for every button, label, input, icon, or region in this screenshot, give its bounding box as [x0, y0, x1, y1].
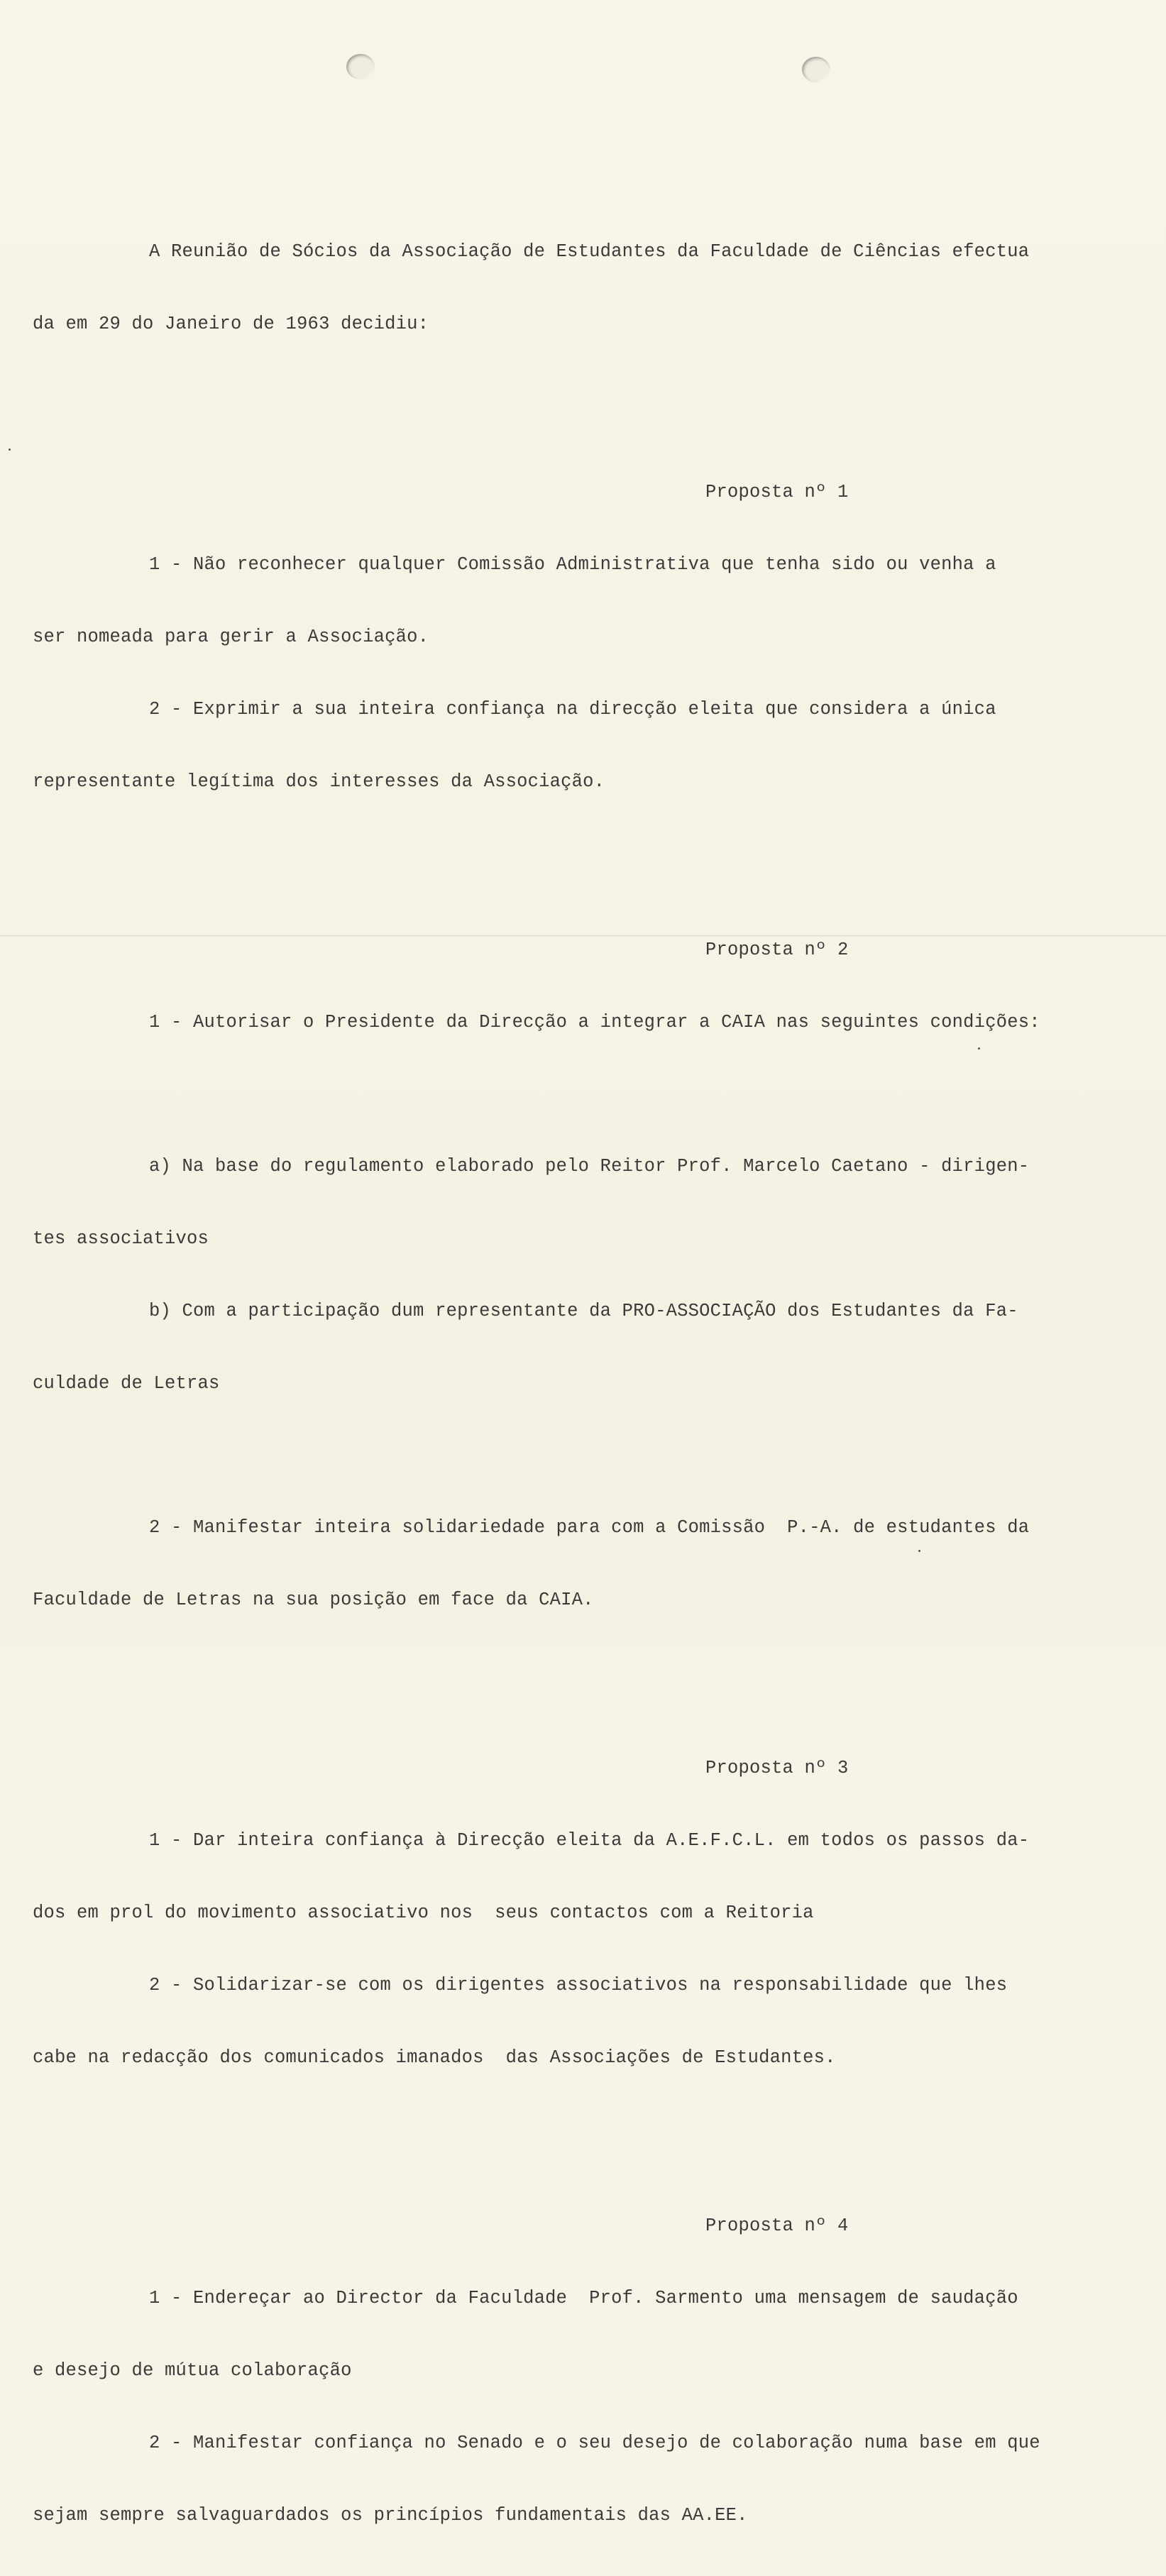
proposta-line: Faculdade de Letras na sua posição em face da CAIA.: [33, 1590, 594, 1610]
proposta-line: sejam sempre salvaguardados os princípios fundamentais das AA.EE.: [33, 2505, 748, 2526]
proposta-line: cabe na redacção dos comunicados imanados das Associações de Estudantes.: [33, 2047, 836, 2068]
proposta-heading: Proposta nº 2: [705, 940, 849, 960]
proposta-line: ser nomeada para gerir a Associação.: [33, 627, 429, 647]
document-body: [33, 192, 1118, 2576]
proposta-line: 1 - Não reconhecer qualquer Comissão Administrativa que tenha sido ou venha a: [149, 554, 996, 575]
proposta-line: e desejo de mútua colaboração: [33, 2360, 352, 2381]
spacer: [33, 866, 1118, 890]
spacer: [33, 2142, 1118, 2166]
proposta-line: 2 - Solidarizar-se com os dirigentes associativos na responsabilidade que lhes: [149, 1975, 1008, 1996]
spacer: [33, 1685, 1118, 1708]
proposta-line: tes associativos: [33, 1228, 209, 1249]
proposta-line: 2 - Manifestar confiança no Senado e o seu desejo de colaboração numa base em que: [149, 2433, 1040, 2453]
proposta-line: 1 - Autorisar o Presidente da Direcção a integrar a CAIA nas seguintes condições:: [149, 1012, 1040, 1033]
punch-hole-right: [802, 57, 830, 82]
proposta-heading: Proposta nº 4: [705, 2216, 849, 2236]
proposta-line: representante legítima dos interesses da Associação.: [33, 771, 605, 792]
proposta-line: 1 - Dar inteira confiança à Direcção eleita da A.E.F.C.L. em todos os passos da-: [149, 1830, 1030, 1851]
paper-speck: [9, 448, 11, 451]
proposta-line: a) Na base do regulamento elaborado pelo Reitor Prof. Marcelo Caetano - dirigen-: [149, 1156, 1030, 1177]
proposta-line: culdade de Letras: [33, 1373, 220, 1394]
spacer: [33, 409, 1118, 432]
proposta-heading: Proposta nº 3: [705, 1758, 849, 1778]
proposta-line: 1 - Endereçar ao Director da Faculdade Prof. Sarmento uma mensagem de saudação: [149, 2288, 1018, 2308]
intro-line: A Reunião de Sócios da Associação de Estudantes da Faculdade de Ciências efectua: [149, 241, 1030, 262]
proposta-heading: Proposta nº 1: [705, 482, 849, 502]
proposta-line: b) Com a participação dum representante da PRO-ASSOCIAÇÃO dos Estudantes da Fa-: [149, 1301, 1018, 1321]
proposta-line: 2 - Exprimir a sua inteira confiança na direcção eleita que considera a única: [149, 699, 996, 720]
punch-hole-left: [346, 54, 375, 79]
intro-line: da em 29 do Janeiro de 1963 decidiu:: [33, 314, 429, 334]
proposta-line: 2 - Manifestar inteira solidariedade para com a Comissão P.-A. de estudantes da: [149, 1517, 1030, 1538]
spacer: [33, 1444, 1118, 1468]
proposta-line: dos em prol do movimento associativo nos seus contactos com a Reitoria: [33, 1903, 814, 1923]
spacer: [33, 1083, 1118, 1106]
